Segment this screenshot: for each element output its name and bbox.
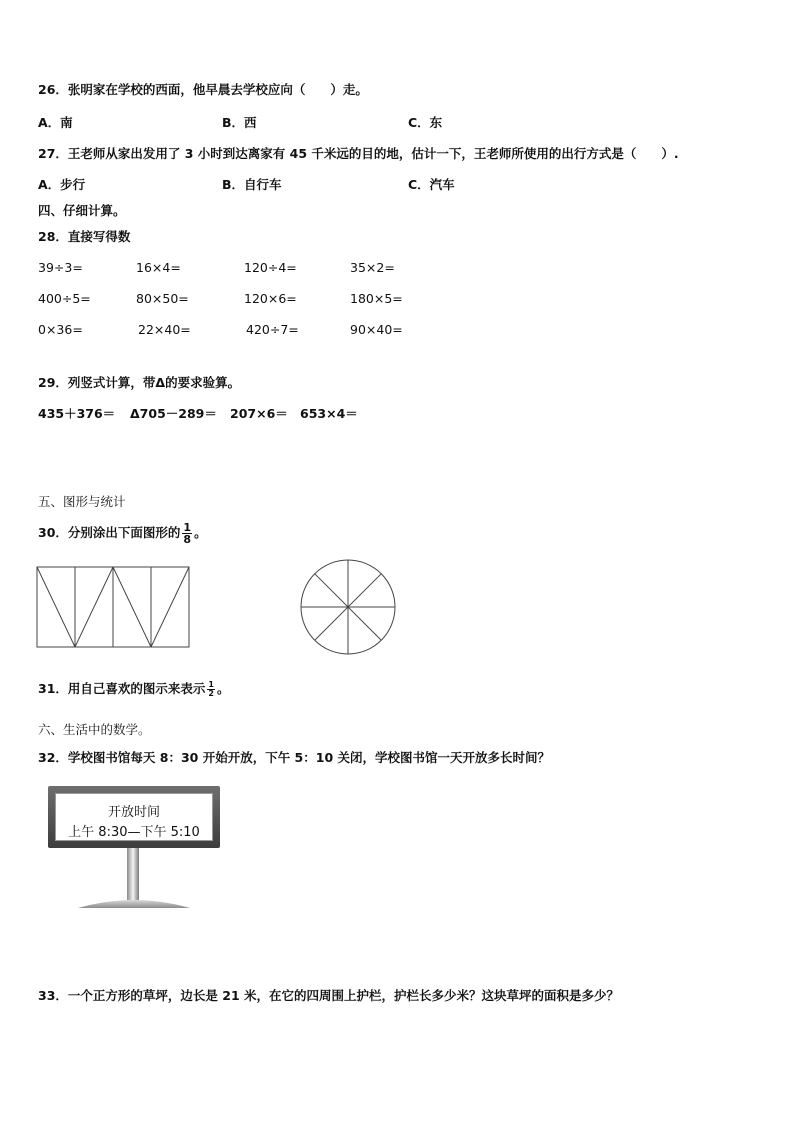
q31-prefix: 31．用自己喜欢的图示来表示 bbox=[38, 681, 206, 696]
q28-title: 28．直接写得数 bbox=[38, 229, 131, 244]
q30-suffix: 。 bbox=[194, 525, 207, 540]
q29-item: 653×4＝ bbox=[300, 406, 358, 421]
sign-post bbox=[70, 840, 200, 912]
q30-prefix: 30．分别涂出下面图形的 bbox=[38, 525, 181, 540]
q28-item: 80×50= bbox=[136, 291, 189, 306]
q29-item: Δ705－289＝ bbox=[130, 406, 217, 421]
q28-item: 22×40= bbox=[138, 322, 191, 337]
q28-item: 180×5= bbox=[350, 291, 403, 306]
q30-question bbox=[38, 519, 207, 547]
q27-option-a: A．步行 bbox=[38, 177, 86, 192]
q29-item: 207×6＝ bbox=[230, 406, 288, 421]
q29-item: 435＋376＝ bbox=[38, 406, 116, 421]
section-4-heading: 四、仔细计算。 bbox=[38, 203, 126, 218]
q26-option-a: A．南 bbox=[38, 115, 73, 130]
q28-item: 35×2= bbox=[350, 260, 395, 275]
library-hours-sign bbox=[48, 786, 220, 848]
q28-item: 120÷4= bbox=[244, 260, 297, 275]
circle-divided-figure bbox=[299, 558, 397, 656]
q26-option-c: C．东 bbox=[408, 115, 443, 130]
q28-item: 420÷7= bbox=[246, 322, 299, 337]
sign-opening-hours: 上午 8:30—下午 5:10 bbox=[68, 825, 200, 840]
q28-item: 0×36= bbox=[38, 322, 83, 337]
q28-item: 90×40= bbox=[350, 322, 403, 337]
section-5-heading: 五、图形与统计 bbox=[38, 494, 126, 509]
q28-item: 39÷3= bbox=[38, 260, 83, 275]
q33-question: 33．一个正方形的草坪，边长是 21 米，在它的四周围上护栏，护栏长多少米？这块草坪的面积是多少？ bbox=[38, 988, 619, 1003]
q27-question: 27．王老师从家出发用了 3 小时到达离家有 45 千米远的目的地，估计一下，王老师所使用的出行方式是（ ）. bbox=[38, 146, 679, 161]
fraction-one-half: $\frac{1}{2}$ bbox=[208, 680, 214, 698]
q26-option-b: B．西 bbox=[222, 115, 257, 130]
section-6-heading: 六、生活中的数学。 bbox=[38, 722, 151, 737]
q27-option-b: B．自行车 bbox=[222, 177, 282, 192]
sign-face bbox=[55, 793, 213, 841]
q28-item: 120×6= bbox=[244, 291, 297, 306]
q28-item: 400÷5= bbox=[38, 291, 91, 306]
fraction-one-eighth: $\frac{1}{8}$ bbox=[183, 521, 192, 546]
rectangle-divided-figure bbox=[36, 566, 191, 648]
q32-question: 32．学校图书馆每天 8：30 开始开放，下午 5：10 关闭，学校图书馆一天开放多长时间？ bbox=[38, 750, 550, 765]
sign-title: 开放时间 bbox=[107, 805, 160, 820]
q31-question bbox=[38, 678, 230, 700]
q31-suffix: 。 bbox=[216, 681, 230, 696]
q29-title: 29．列竖式计算，带Δ的要求验算。 bbox=[38, 375, 241, 390]
q28-item: 16×4= bbox=[136, 260, 181, 275]
q26-question: 26．张明家在学校的西面，他早晨去学校应向（ ）走。 bbox=[38, 82, 368, 97]
q27-option-c: C．汽车 bbox=[408, 177, 455, 192]
